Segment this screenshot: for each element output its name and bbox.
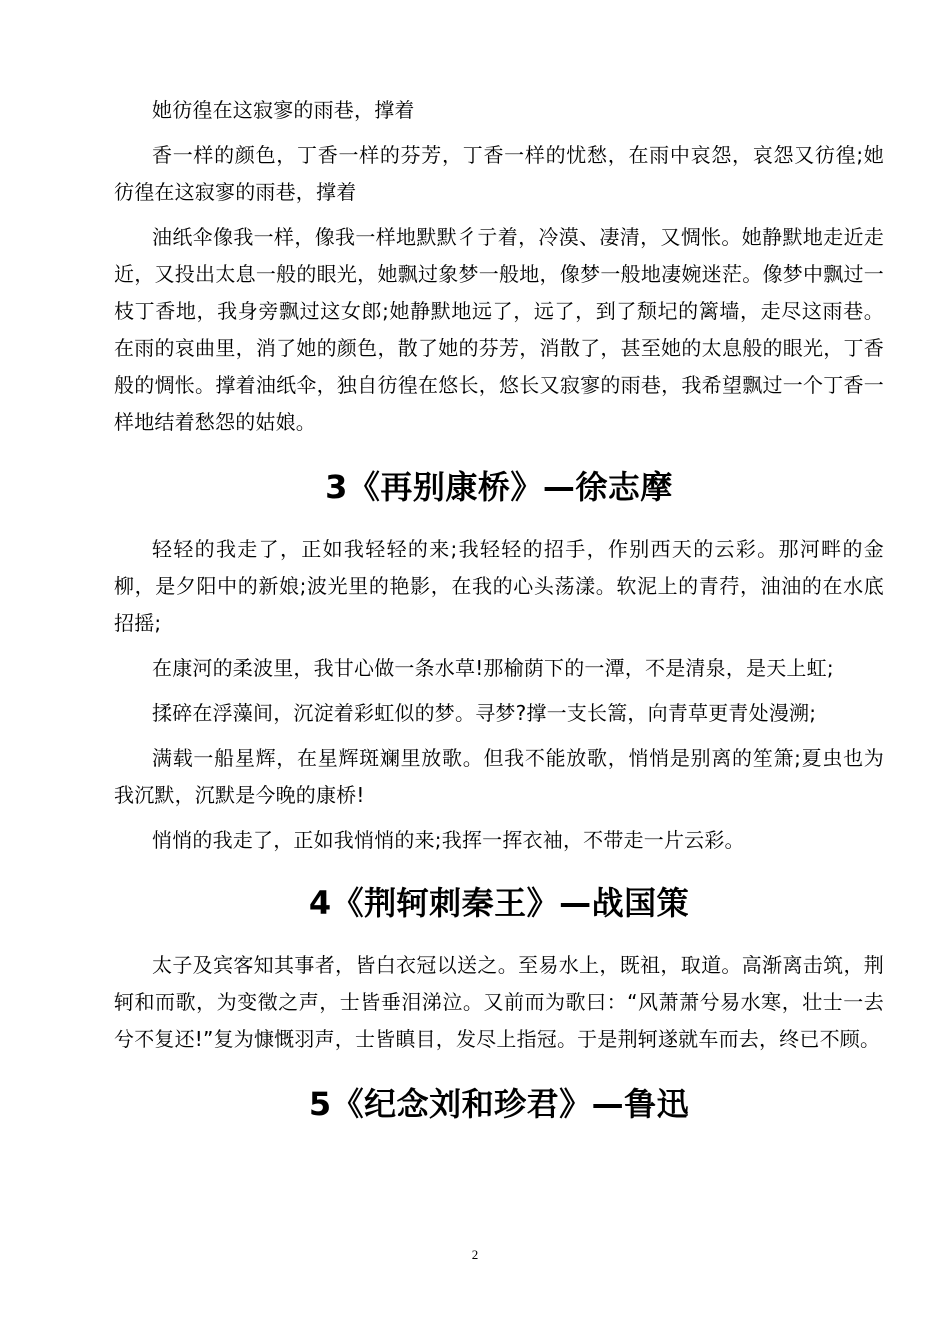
section-title-3: 3《再别康桥》—徐志摩 (325, 468, 673, 506)
section-title-4: 4《荆轲刺秦王》—战国策 (308, 884, 690, 922)
paragraph: 在康河的柔波里，我甘心做一条水草!那榆荫下的一潭，不是清泉，是天上虹; (152, 656, 834, 680)
paragraph: 揉碎在浮藻间，沉淀着彩虹似的梦。寻梦?撑一支长篙，向青草更青处漫溯; (152, 701, 817, 725)
paragraph: 轻轻的我走了，正如我轻轻的来;我轻轻的招手，作别西天的云彩。那河畔的金柳，是夕阳中的新娘;波光里的艳影，在我的心头荡漾。软泥上的青荇，油油的在水底招摇; (114, 537, 884, 635)
page-content (114, 92, 884, 1128)
page-number: 2 (471, 1247, 479, 1262)
paragraph: 满载一船星辉，在星辉斑斓里放歌。但我不能放歌，悄悄是别离的笙箫;夏虫也为我沉默，沉默是今晚的康桥! (114, 746, 884, 807)
paragraph: 油纸伞像我一样，像我一样地默默彳亍着，冷漠、凄清，又惆怅。她静默地走近走近，又投出太息一般的眼光，她飘过象梦一般地，像梦一般地凄婉迷茫。像梦中飘过一枝丁香地，我身旁飘过这女郎;她静默地远了，远了，到了颓圮的篱墙，走尽这雨巷。在雨的哀曲里，消了她的颜色，散了她的芬芳，消散了，甚至她的太息般的眼光，丁香般的惆怅。撑着油纸伞，独自彷徨在悠长，悠长又寂寥的雨巷，我希望飘过一个丁香一样地结着愁怨的姑娘。 (114, 225, 884, 434)
paragraph: 她彷徨在这寂寥的雨巷，撑着 (152, 98, 415, 122)
paragraph: 香一样的颜色，丁香一样的芬芳，丁香一样的忧愁，在雨中哀怨，哀怨又彷徨;她彷徨在这寂寥的雨巷，撑着 (114, 143, 884, 204)
section-title-5: 5《纪念刘和珍君》—鲁迅 (308, 1085, 690, 1123)
paragraph: 悄悄的我走了，正如我悄悄的来;我挥一挥衣袖，不带走一片云彩。 (152, 828, 745, 852)
paragraph: 太子及宾客知其事者，皆白衣冠以送之。至易水上，既祖，取道。高渐离击筑，荆轲和而歌，为变徵之声，士皆垂泪涕泣。又前而为歌曰：“风萧萧兮易水寒，壮士一去兮不复还!”复为慷慨羽声，士皆瞋目，发尽上指冠。于是荆轲遂就车而去，终已不顾。 (114, 953, 884, 1051)
